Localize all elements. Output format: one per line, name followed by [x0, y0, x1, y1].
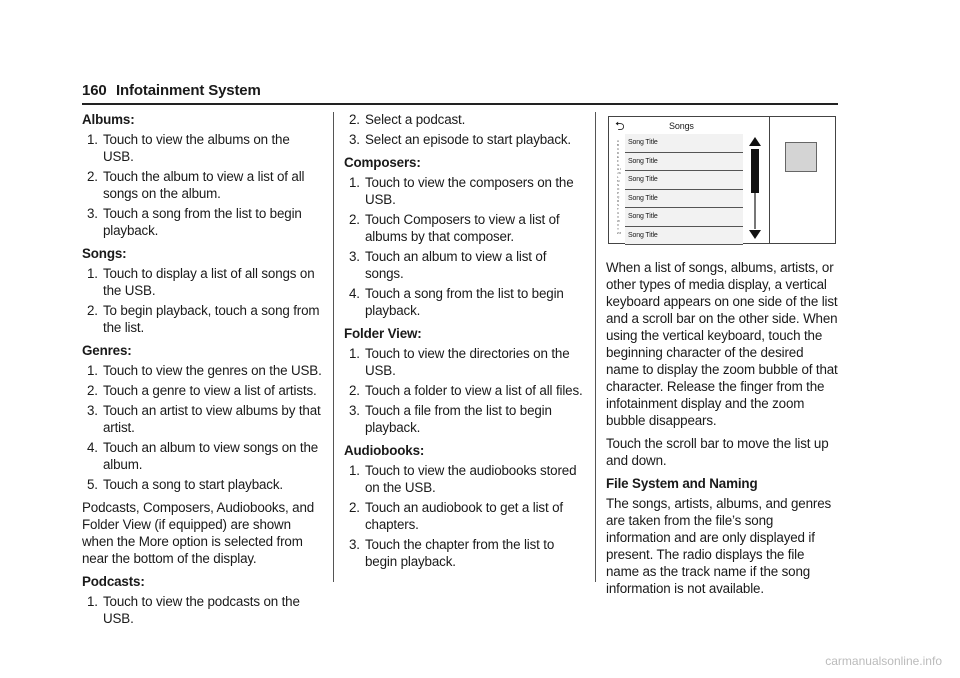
songs-steps — [82, 265, 322, 336]
page-number: 160 — [82, 82, 107, 99]
albums-steps — [82, 131, 322, 239]
song-list — [625, 134, 743, 245]
column-3 — [606, 111, 838, 603]
list-item: 3. Touch an album to view a list of songs. — [349, 249, 547, 281]
vertical-keyboard-paragraph: When a list of songs, albums, artists, or other types of media display, a vertical keyboard appears on one side of the list and a scroll bar on the other side. When using the vertical keyboard, touch the beginning character of the desired name to display the zoom bubble of that character. Release the finger from the infotainment display and the zoom bubble disappears. — [606, 260, 838, 428]
list-item: 1. Touch to view the genres on the USB. — [87, 363, 322, 378]
albums-heading: Albums: — [82, 112, 135, 127]
folder-view-steps — [344, 345, 584, 436]
file-system-heading: File System and Naming — [606, 476, 758, 491]
list-item: 2. Touch the album to view a list of all songs on the album. — [87, 169, 305, 201]
page-header — [82, 82, 838, 104]
list-item: 4. Touch a song from the list to begin playback. — [349, 286, 564, 318]
audiobooks-heading: Audiobooks: — [344, 443, 425, 458]
list-item: 3. Touch an artist to view albums by that artist. — [87, 403, 321, 435]
podcasts-steps — [82, 593, 322, 627]
list-item: 2. Touch a genre to view a list of artists. — [87, 383, 317, 398]
genres-steps — [82, 362, 322, 493]
list-item: 2. Touch Composers to view a list of albums by that composer. — [349, 212, 560, 244]
list-item: 1. Touch to view the directories on the USB. — [349, 346, 570, 378]
watermark: carmanualsonline.info — [825, 654, 942, 668]
list-item: 3. Touch a file from the list to begin playback. — [349, 403, 552, 435]
song-row: Song Title — [625, 227, 743, 246]
list-item: 2. Select a podcast. — [349, 112, 466, 127]
screen-divider — [769, 117, 770, 243]
list-item: 2. Touch a folder to view a list of all files. — [349, 383, 583, 398]
list-item: 2. Touch an audiobook to get a list of chapters. — [349, 500, 563, 532]
vertical-keyboard: A B C D E F G H I J K L M N O P Q R S T U V W X Y Z # — [617, 139, 621, 235]
list-item: 4. Touch an album to view songs on the album. — [87, 440, 319, 472]
list-item: 1. Touch to view the albums on the USB. — [87, 132, 290, 164]
genres-heading: Genres: — [82, 343, 132, 358]
screen-title: Songs — [669, 121, 694, 131]
list-item: 3. Select an episode to start playback. — [349, 132, 571, 147]
list-item: 1. Touch to view the composers on the USB. — [349, 175, 574, 207]
podcasts-steps-continued — [344, 111, 584, 148]
section-title: Infotainment System — [116, 82, 261, 99]
audiobooks-steps — [344, 462, 584, 570]
scroll-up-arrow-icon — [749, 137, 761, 146]
songs-heading: Songs: — [82, 246, 127, 261]
composers-steps — [344, 174, 584, 319]
list-item: 1. Touch to view the podcasts on the USB. — [87, 594, 300, 626]
list-item: 2. To begin playback, touch a song from the list. — [87, 303, 320, 335]
song-row: Song Title — [625, 171, 743, 190]
songs-screen-illustration — [608, 116, 836, 244]
more-option-note: Podcasts, Composers, Audiobooks, and Folder View (if equipped) are shown when the More option is selected from near the bottom of the display. — [82, 500, 315, 566]
song-row: Song Title — [625, 153, 743, 172]
song-row: Song Title — [625, 134, 743, 153]
song-row: Song Title — [625, 208, 743, 227]
podcasts-heading: Podcasts: — [82, 574, 145, 589]
column-2 — [344, 111, 584, 576]
column-1 — [82, 111, 322, 633]
file-system-paragraph: The songs, artists, albums, and genres are taken from the file’s song information and are only displayed if present. The radio displays the file name as the track name if the song information is not available. — [606, 496, 832, 596]
scroll-bar-paragraph: Touch the scroll bar to move the list up and down. — [606, 436, 829, 468]
folder-view-heading: Folder View: — [344, 326, 422, 341]
scroll-down-arrow-icon — [749, 230, 761, 239]
zoom-bubble — [785, 142, 817, 172]
list-item: 1. Touch to view the audiobooks stored on the USB. — [349, 463, 577, 495]
scroll-track — [754, 193, 756, 229]
column-divider-1 — [333, 112, 334, 582]
scroll-bar — [747, 137, 763, 241]
list-item: 3. Touch a song from the list to begin playback. — [87, 206, 302, 238]
scroll-thumb — [751, 149, 759, 193]
column-divider-2 — [595, 112, 596, 582]
list-item: 3. Touch the chapter from the list to begin playback. — [349, 537, 555, 569]
back-arrow-icon: ⮌ — [615, 119, 625, 133]
song-row: Song Title — [625, 190, 743, 209]
list-item: 1. Touch to display a list of all songs on the USB. — [87, 266, 315, 298]
list-item: 5. Touch a song to start playback. — [87, 477, 283, 492]
composers-heading: Composers: — [344, 155, 421, 170]
header-rule — [82, 103, 838, 105]
